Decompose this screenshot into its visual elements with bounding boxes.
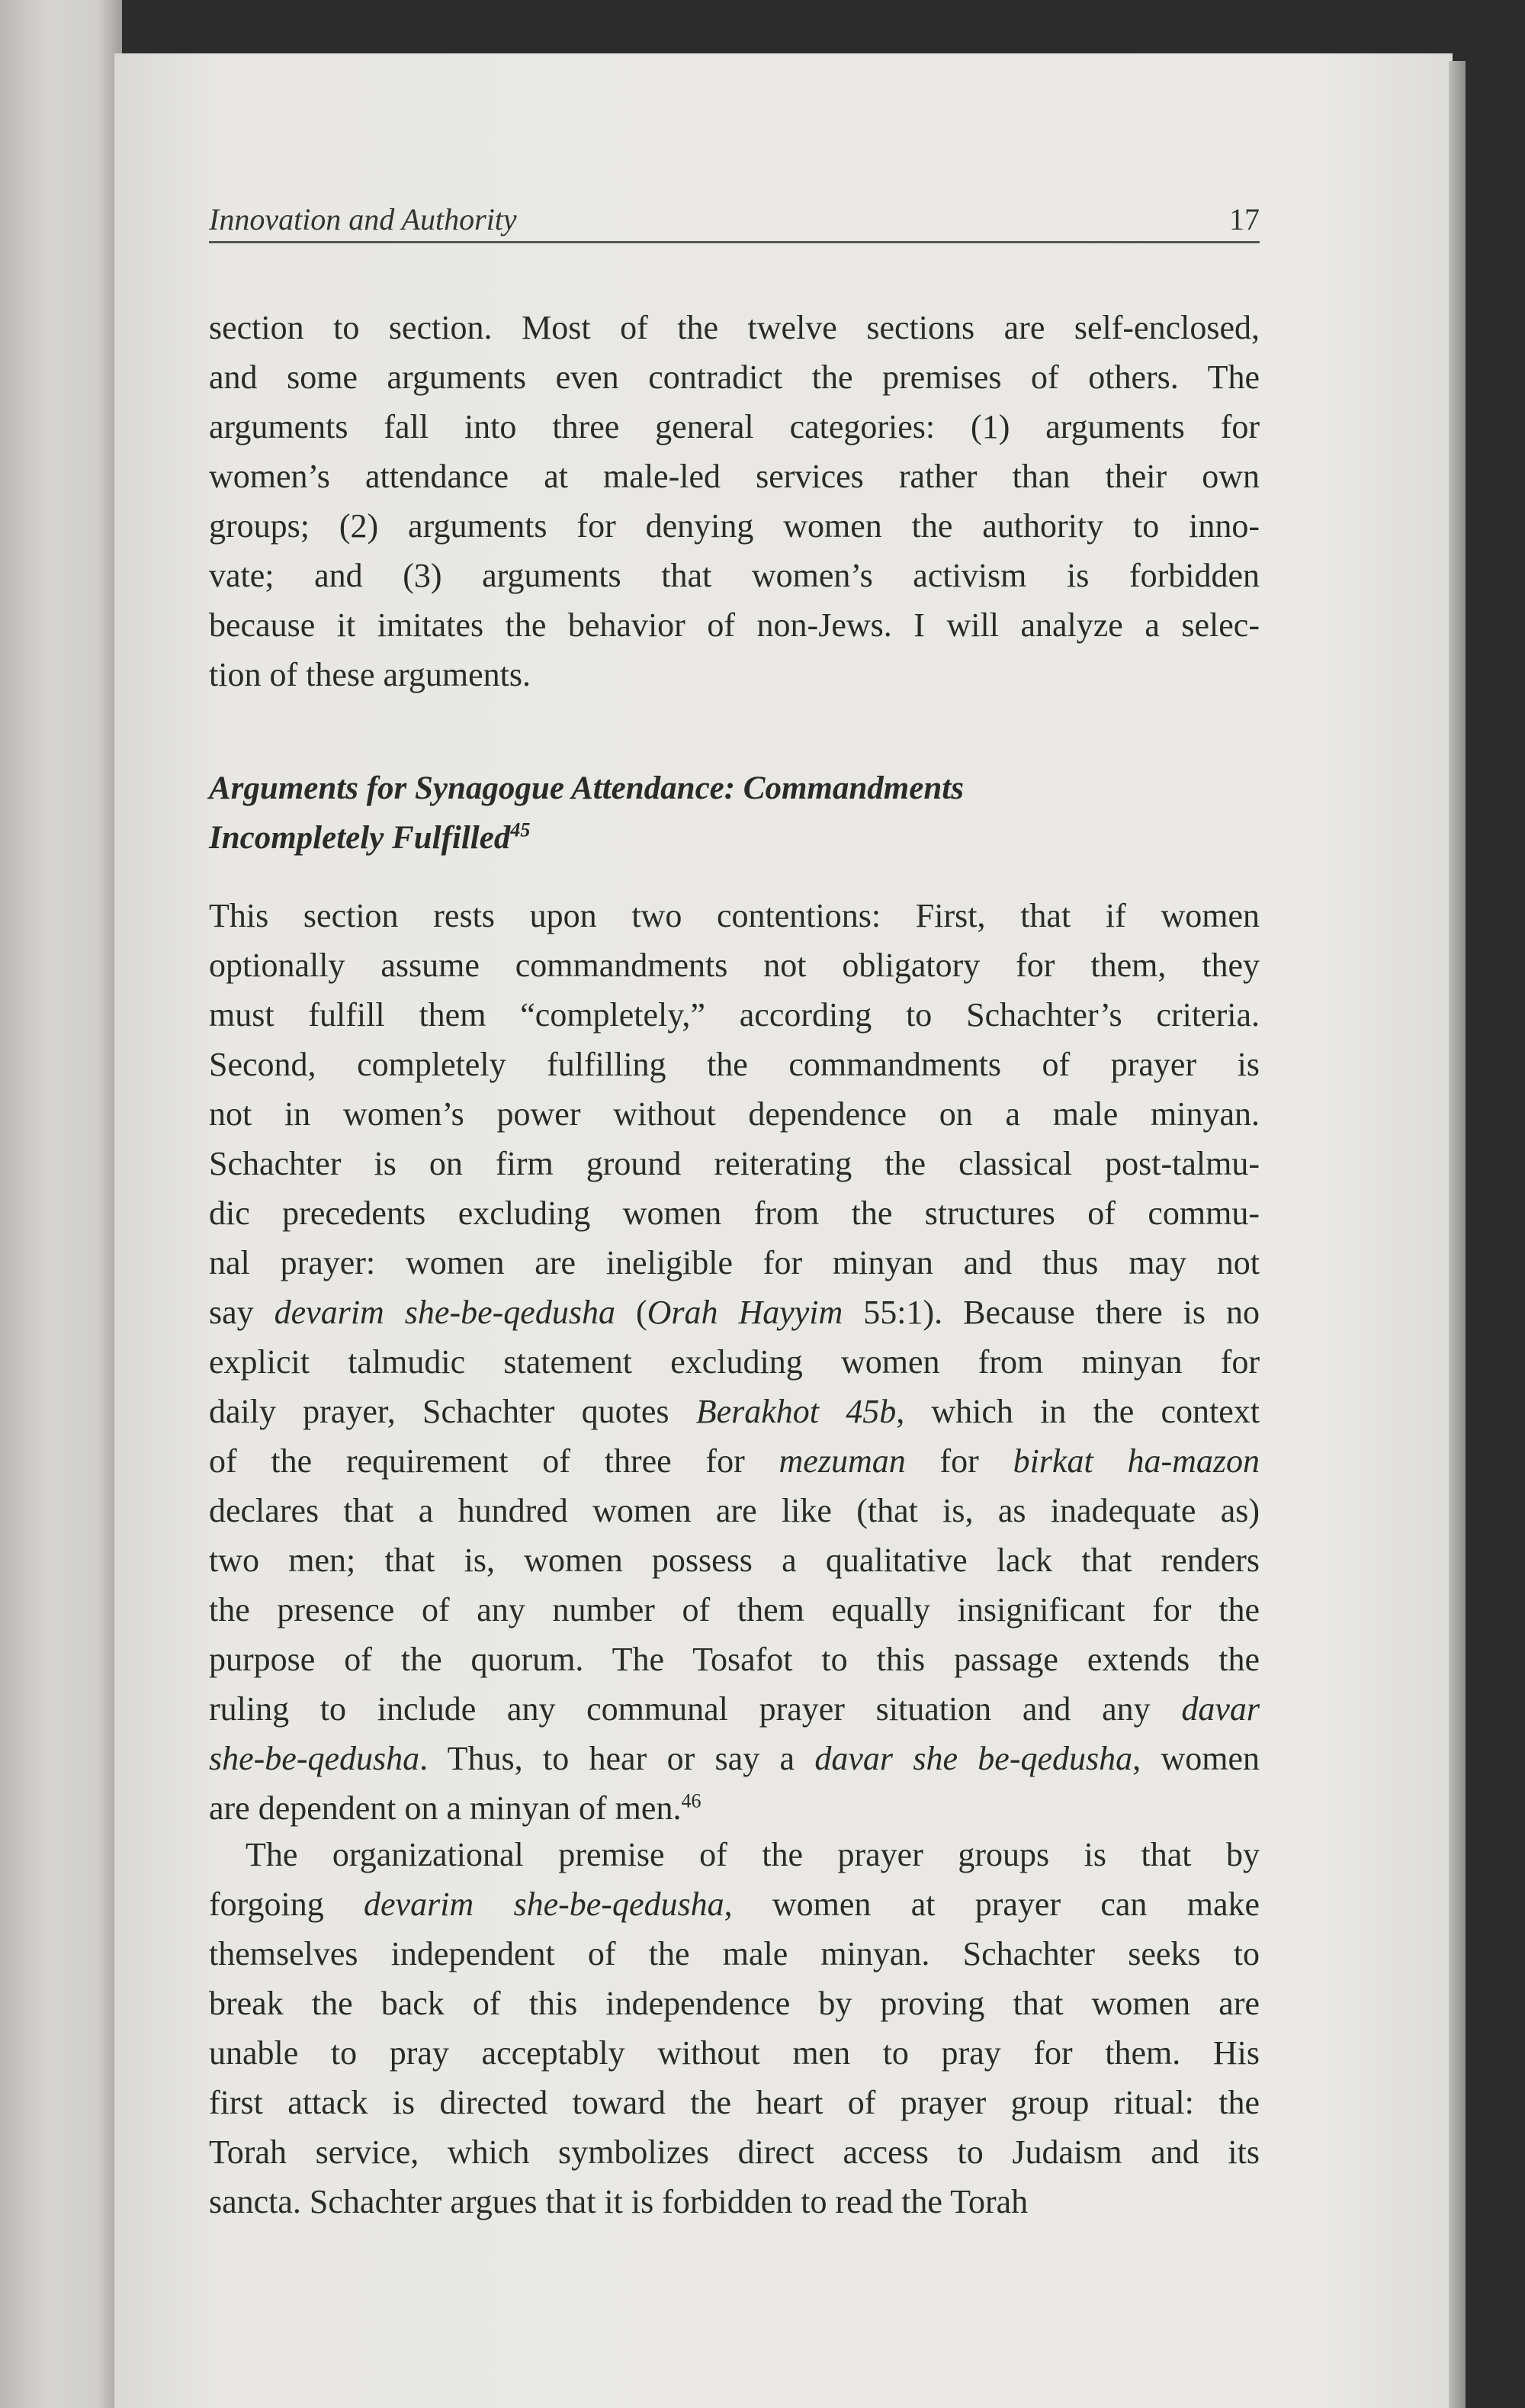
text-run: and some arguments even contradict the premises of others. The (209, 358, 1260, 396)
italic-term: davar (1181, 1690, 1260, 1728)
page-number: 17 (1229, 202, 1260, 236)
text-run: Incompletely Fulfilled (209, 820, 511, 856)
facing-page-spine (0, 0, 122, 2408)
text-run: themselves independent of the male minyan. Schachter seeks to (209, 1935, 1260, 1972)
text-run: Arguments for Synagogue Attendance: Commandments (209, 770, 964, 806)
italic-term: mezuman (779, 1442, 906, 1480)
text-run: first attack is directed toward the heart of prayer group ritual: the (209, 2084, 1260, 2121)
text-run: , women at prayer can make (724, 1886, 1260, 1923)
text-run: two men; that is, women possess a qualitative lack that renders (209, 1542, 1260, 1579)
text-run: ruling to include any communal prayer situation and any (209, 1690, 1182, 1728)
text-run: daily prayer, Schachter quotes (209, 1393, 696, 1430)
text-run: This section rests upon two contentions: First, that if women (209, 897, 1260, 934)
text-run: purpose of the quorum. The Tosafot to this passage extends the (209, 1641, 1260, 1678)
text-line (209, 1635, 1260, 1684)
text-line (209, 1436, 1260, 1486)
text-line (209, 1929, 1260, 1979)
text-line (209, 1830, 1260, 1879)
text-run: . Thus, to hear or say a (419, 1740, 815, 1777)
text-line (209, 1238, 1260, 1288)
text-run: dic precedents excluding women from the structures of commu- (209, 1194, 1260, 1232)
text-run: break the back of this independence by proving that women are (209, 1985, 1260, 2022)
text-run: section to section. Most of the twelve sections are self-enclosed, (209, 309, 1260, 346)
text-run: declares that a hundred women are like (that is, as inadequate as) (209, 1492, 1260, 1529)
text-run: Schachter is on firm ground reiterating the classical post-talmu- (209, 1145, 1260, 1182)
italic-term: she-be-qedusha (209, 1740, 420, 1777)
text-run: The organizational premise of the prayer groups is that by (246, 1836, 1260, 1873)
text-run: not in women’s power without dependence on a male minyan. (209, 1095, 1260, 1133)
header-rule (209, 241, 1260, 243)
text-run: Second, completely fulfilling the commandments of prayer is (209, 1046, 1260, 1083)
text-line (209, 1979, 1260, 2028)
italic-term: devarim she-be-qedusha (364, 1886, 724, 1923)
text-line (209, 1486, 1260, 1535)
italic-term: devarim she-be-qedusha (274, 1294, 615, 1331)
text-line (209, 891, 1260, 940)
text-line (209, 813, 1260, 863)
text-run: women’s attendance at male-led services rather than their own (209, 458, 1260, 495)
running-title: Innovation and Authority (209, 202, 517, 236)
italic-term: davar she be-qedusha (814, 1740, 1133, 1777)
text-run: ( (615, 1294, 647, 1331)
text-line (209, 1188, 1260, 1238)
text-run: for (905, 1442, 1013, 1480)
running-header (209, 201, 1260, 247)
text-line (209, 1783, 1260, 1833)
text-line (209, 1684, 1260, 1734)
text-line (209, 2028, 1260, 2078)
text-run: the presence of any number of them equally insignificant for the (209, 1591, 1260, 1628)
text-run: forgoing (209, 1886, 364, 1923)
text-line (209, 501, 1260, 551)
text-line (209, 1089, 1260, 1139)
text-run: say (209, 1294, 274, 1331)
text-run: of the requirement of three for (209, 1442, 779, 1480)
text-line (209, 551, 1260, 600)
text-line (209, 650, 1260, 699)
text-run: vate; and (3) arguments that women’s activism is forbidden (209, 557, 1260, 594)
italic-term: Orah Hayyim (647, 1294, 843, 1331)
text-run: unable to pray acceptably without men to pray for them. His (209, 2034, 1260, 2072)
footnote-ref: 46 (681, 1789, 702, 1812)
text-line (209, 1879, 1260, 1929)
text-line (209, 402, 1260, 452)
text-line (209, 600, 1260, 650)
text-line (209, 1535, 1260, 1585)
text-line (209, 452, 1260, 501)
page-edge (1449, 61, 1466, 2408)
text-line (209, 2177, 1260, 2226)
text-run: because it imitates the behavior of non-Jews. I will analyze a selec- (209, 606, 1260, 644)
text-run: tion of these arguments. (209, 656, 531, 693)
italic-term: Berakhot 45b (695, 1393, 897, 1430)
section-heading (209, 764, 1260, 863)
text-line (209, 352, 1260, 402)
text-run: explicit talmudic statement excluding women from minyan for (209, 1343, 1260, 1381)
text-run: must fulfill them “completely,” according to Schachter’s criteria. (209, 996, 1260, 1034)
text-run: arguments fall into three general categories: (1) arguments for (209, 408, 1260, 445)
background-top (114, 0, 1525, 53)
italic-term: birkat ha-mazon (1013, 1442, 1260, 1480)
text-line (209, 1734, 1260, 1783)
text-line (209, 1288, 1260, 1337)
footnote-ref: 45 (510, 818, 531, 841)
text-line (209, 1040, 1260, 1089)
paragraph-1 (209, 303, 1260, 699)
text-line (209, 1387, 1260, 1436)
text-line (209, 990, 1260, 1040)
text-run: , which in the context (896, 1393, 1260, 1430)
text-line (209, 2127, 1260, 2177)
text-line (209, 764, 1260, 813)
text-run: groups; (2) arguments for denying women the authority to inno- (209, 507, 1260, 545)
text-line (209, 1585, 1260, 1635)
text-line (209, 1139, 1260, 1188)
text-run: Torah service, which symbolizes direct access to Judaism and its (209, 2133, 1260, 2171)
text-run: nal prayer: women are ineligible for minyan and thus may not (209, 1244, 1260, 1281)
paragraph-3 (209, 1830, 1260, 2226)
paragraph-2 (209, 891, 1260, 1833)
text-line (209, 1337, 1260, 1387)
text-run: sancta. Schachter argues that it is forbidden to read the Torah (209, 2183, 1029, 2220)
text-line (209, 940, 1260, 990)
text-run: , women (1132, 1740, 1260, 1777)
text-run: optionally assume commandments not obligatory for them, they (209, 947, 1260, 984)
text-line (209, 303, 1260, 352)
text-run: 55:1). Because there is no (843, 1294, 1260, 1331)
text-line (209, 2078, 1260, 2127)
text-run: are dependent on a minyan of men. (209, 1789, 682, 1827)
